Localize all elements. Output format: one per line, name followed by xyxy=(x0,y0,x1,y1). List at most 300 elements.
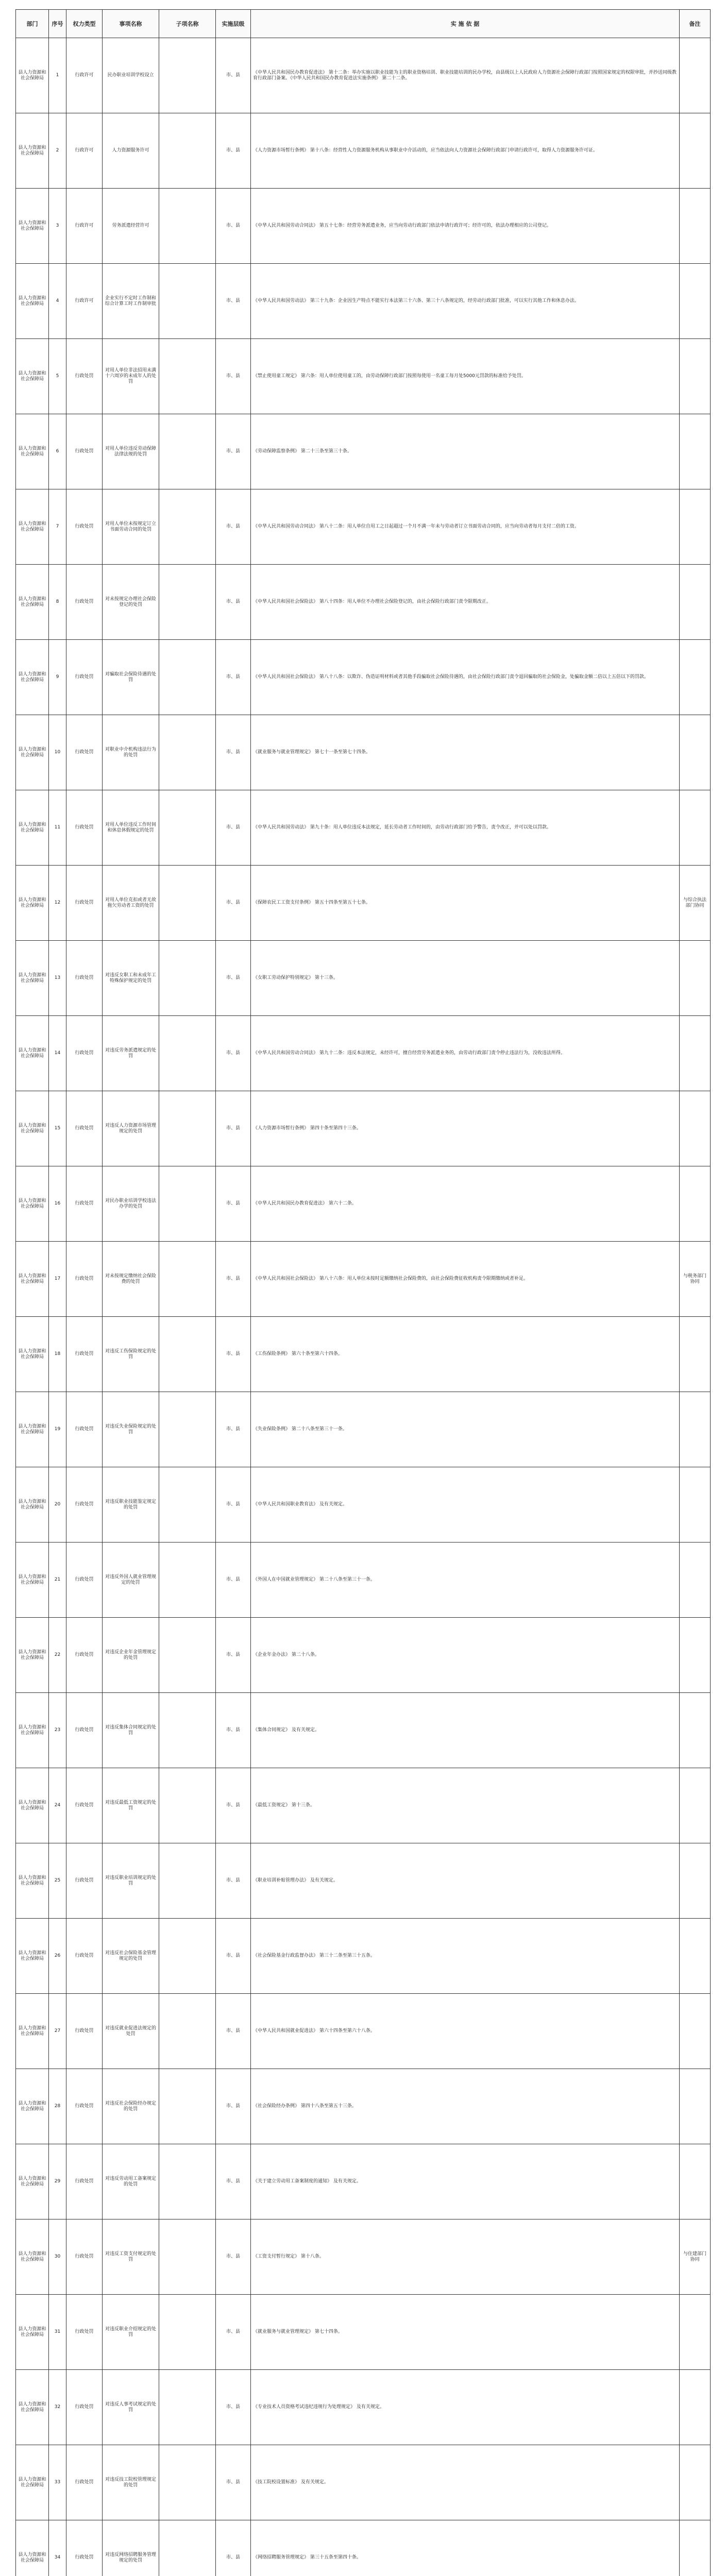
cell-seq: 18 xyxy=(49,1317,66,1392)
cell-remark xyxy=(680,1467,711,1543)
cell-seq: 22 xyxy=(49,1618,66,1693)
cell-type: 行政处罚 xyxy=(66,2520,103,2576)
table-row xyxy=(16,1768,711,1843)
cell-type: 行政处罚 xyxy=(66,1618,103,1693)
cell-subitem xyxy=(159,1166,216,1242)
cell-subitem xyxy=(159,264,216,339)
cell-subitem xyxy=(159,1242,216,1317)
cell-level: 市、县 xyxy=(216,489,251,565)
cell-seq: 15 xyxy=(49,1091,66,1166)
cell-name: 对违反人事考试规定的处罚 xyxy=(103,2370,159,2445)
cell-remark xyxy=(680,264,711,339)
cell-seq: 20 xyxy=(49,1467,66,1543)
cell-name: 对违反集体合同规定的处罚 xyxy=(103,1693,159,1768)
cell-subitem xyxy=(159,1843,216,1919)
cell-level: 市、县 xyxy=(216,1618,251,1693)
cell-type: 行政处罚 xyxy=(66,1392,103,1467)
cell-subitem xyxy=(159,1994,216,2069)
cell-remark xyxy=(680,38,711,113)
cell-seq: 23 xyxy=(49,1693,66,1768)
cell-remark xyxy=(680,1994,711,2069)
cell-dept: 县人力资源和社会保障局 xyxy=(16,640,49,715)
cell-level: 市、县 xyxy=(216,2144,251,2219)
cell-subitem xyxy=(159,1618,216,1693)
cell-level: 市、县 xyxy=(216,1768,251,1843)
cell-remark xyxy=(680,790,711,866)
cell-type: 行政处罚 xyxy=(66,1768,103,1843)
cell-dept: 县人力资源和社会保障局 xyxy=(16,2445,49,2520)
table-row xyxy=(16,2295,711,2370)
cell-type: 行政处罚 xyxy=(66,1317,103,1392)
cell-type: 行政处罚 xyxy=(66,1091,103,1166)
cell-basis: 《工伤保险条例》 第六十条至第六十四条。 xyxy=(251,1317,680,1392)
cell-basis: 《中华人民共和国社会保险法》 第八十八条：以欺诈、伪造证明材料或者其他手段骗取社会保险待遇的，由社会保险行政部门责令退回骗取的社会保险金，处骗取金额二倍以上五倍以下的罚款。 xyxy=(251,640,680,715)
cell-seq: 27 xyxy=(49,1994,66,2069)
cell-remark xyxy=(680,1392,711,1467)
cell-subitem xyxy=(159,113,216,189)
cell-seq: 9 xyxy=(49,640,66,715)
table-row xyxy=(16,113,711,189)
cell-seq: 16 xyxy=(49,1166,66,1242)
cell-seq: 4 xyxy=(49,264,66,339)
cell-dept: 县人力资源和社会保障局 xyxy=(16,2219,49,2295)
table-body xyxy=(16,38,711,2576)
cell-dept: 县人力资源和社会保障局 xyxy=(16,414,49,489)
table-row xyxy=(16,1317,711,1392)
cell-seq: 14 xyxy=(49,1016,66,1091)
cell-basis: 《中华人民共和国民办教育促进法》 第十二条：举办实施以职业技能为主的职业资格培训、职业技能培训的民办学校，由县级以上人民政府人力资源社会保障行政部门按照国家规定的权限审批，并抄送同级教育行政部门备案。《中华人民共和国民办教育促进法实施条例》 第二十二条。 xyxy=(251,38,680,113)
cell-level: 市、县 xyxy=(216,790,251,866)
cell-subitem xyxy=(159,1392,216,1467)
cell-remark xyxy=(680,2069,711,2144)
cell-seq: 13 xyxy=(49,941,66,1016)
cell-dept: 县人力资源和社会保障局 xyxy=(16,1768,49,1843)
cell-name: 对违反工伤保险规定的处罚 xyxy=(103,1317,159,1392)
cell-type: 行政许可 xyxy=(66,113,103,189)
cell-basis: 《中华人民共和国劳动合同法》 第八十二条：用人单位自用工之日起超过一个月不满一年未与劳动者订立书面劳动合同的，应当向劳动者每月支付二倍的工资。 xyxy=(251,489,680,565)
cell-dept: 县人力资源和社会保障局 xyxy=(16,339,49,414)
cell-remark xyxy=(680,1317,711,1392)
cell-type: 行政处罚 xyxy=(66,2219,103,2295)
cell-dept: 县人力资源和社会保障局 xyxy=(16,2370,49,2445)
cell-seq: 3 xyxy=(49,189,66,264)
cell-seq: 11 xyxy=(49,790,66,866)
cell-subitem xyxy=(159,1768,216,1843)
cell-seq: 8 xyxy=(49,565,66,640)
cell-subitem xyxy=(159,2295,216,2370)
cell-subitem xyxy=(159,339,216,414)
cell-remark xyxy=(680,1166,711,1242)
cell-basis: 《保障农民工工资支付条例》 第五十四条至第五十七条。 xyxy=(251,866,680,941)
cell-seq: 25 xyxy=(49,1843,66,1919)
cell-basis: 《中华人民共和国社会保险法》 第八十四条：用人单位不办理社会保险登记的，由社会保险行政部门责令限期改正。 xyxy=(251,565,680,640)
cell-type: 行政处罚 xyxy=(66,1994,103,2069)
cell-dept: 县人力资源和社会保障局 xyxy=(16,2295,49,2370)
cell-basis: 《外国人在中国就业管理规定》 第二十八条至第三十一条。 xyxy=(251,1543,680,1618)
table-row xyxy=(16,2445,711,2520)
cell-remark xyxy=(680,941,711,1016)
table-header-row xyxy=(16,10,711,38)
cell-dept: 县人力资源和社会保障局 xyxy=(16,565,49,640)
cell-basis: 《禁止使用童工规定》 第六条：用人单位使用童工的，由劳动保障行政部门按照每使用一名童工每月处5000元罚款的标准给予处罚。 xyxy=(251,339,680,414)
cell-level: 市、县 xyxy=(216,1994,251,2069)
cell-subitem xyxy=(159,1693,216,1768)
cell-dept: 县人力资源和社会保障局 xyxy=(16,2144,49,2219)
header-basis: 实 施 依 据 xyxy=(251,10,680,38)
cell-type: 行政处罚 xyxy=(66,1693,103,1768)
cell-subitem xyxy=(159,1016,216,1091)
cell-level: 市、县 xyxy=(216,414,251,489)
table-row xyxy=(16,1392,711,1467)
cell-name: 对违反职业介绍规定的处罚 xyxy=(103,2295,159,2370)
cell-remark xyxy=(680,640,711,715)
cell-level: 市、县 xyxy=(216,113,251,189)
cell-seq: 6 xyxy=(49,414,66,489)
cell-remark xyxy=(680,715,711,790)
table-row xyxy=(16,38,711,113)
cell-dept: 县人力资源和社会保障局 xyxy=(16,941,49,1016)
cell-basis: 《人力资源市场暂行条例》 第四十条至第四十三条。 xyxy=(251,1091,680,1166)
cell-name: 对民办职业培训学校违法办学的处罚 xyxy=(103,1166,159,1242)
cell-dept: 县人力资源和社会保障局 xyxy=(16,264,49,339)
cell-seq: 5 xyxy=(49,339,66,414)
cell-type: 行政处罚 xyxy=(66,565,103,640)
cell-level: 市、县 xyxy=(216,640,251,715)
cell-basis: 《女职工劳动保护特别规定》 第十三条。 xyxy=(251,941,680,1016)
table-row xyxy=(16,1242,711,1317)
table-row xyxy=(16,2144,711,2219)
table-row xyxy=(16,1091,711,1166)
cell-name: 企业实行不定时工作制和综合计算工时工作制审批 xyxy=(103,264,159,339)
cell-remark xyxy=(680,1543,711,1618)
cell-seq: 30 xyxy=(49,2219,66,2295)
cell-level: 市、县 xyxy=(216,715,251,790)
cell-name: 劳务派遣经营许可 xyxy=(103,189,159,264)
cell-subitem xyxy=(159,640,216,715)
cell-level: 市、县 xyxy=(216,264,251,339)
cell-seq: 1 xyxy=(49,38,66,113)
cell-dept: 县人力资源和社会保障局 xyxy=(16,1693,49,1768)
cell-subitem xyxy=(159,1091,216,1166)
cell-name: 对违反女职工和未成年工特殊保护规定的处罚 xyxy=(103,941,159,1016)
cell-remark xyxy=(680,1919,711,1994)
table-row xyxy=(16,189,711,264)
cell-name: 对违反就业促进法规定的处罚 xyxy=(103,1994,159,2069)
cell-basis: 《集体合同规定》 及有关规定。 xyxy=(251,1693,680,1768)
table-row xyxy=(16,2219,711,2295)
cell-basis: 《失业保险条例》 第二十八条至第三十一条。 xyxy=(251,1392,680,1467)
cell-level: 市、县 xyxy=(216,1392,251,1467)
cell-remark xyxy=(680,1618,711,1693)
cell-type: 行政许可 xyxy=(66,189,103,264)
table-row xyxy=(16,1016,711,1091)
cell-type: 行政许可 xyxy=(66,264,103,339)
cell-seq: 2 xyxy=(49,113,66,189)
cell-remark xyxy=(680,2295,711,2370)
cell-remark xyxy=(680,1768,711,1843)
cell-level: 市、县 xyxy=(216,2370,251,2445)
cell-basis: 《关于建立劳动用工备案制度的通知》 及有关规定。 xyxy=(251,2144,680,2219)
cell-type: 行政处罚 xyxy=(66,1543,103,1618)
cell-remark: 与住建部门协同 xyxy=(680,2219,711,2295)
cell-level: 市、县 xyxy=(216,1166,251,1242)
cell-remark xyxy=(680,2520,711,2576)
cell-remark xyxy=(680,1843,711,1919)
cell-remark xyxy=(680,1693,711,1768)
cell-seq: 10 xyxy=(49,715,66,790)
table-row xyxy=(16,866,711,941)
cell-level: 市、县 xyxy=(216,1843,251,1919)
cell-name: 对用人单位违反工作时间和休息休假规定的处罚 xyxy=(103,790,159,866)
cell-level: 市、县 xyxy=(216,1091,251,1166)
cell-dept: 县人力资源和社会保障局 xyxy=(16,1618,49,1693)
cell-name: 对违反失业保险规定的处罚 xyxy=(103,1392,159,1467)
table-row xyxy=(16,1166,711,1242)
cell-subitem xyxy=(159,715,216,790)
cell-dept: 县人力资源和社会保障局 xyxy=(16,113,49,189)
cell-type: 行政处罚 xyxy=(66,1016,103,1091)
cell-level: 市、县 xyxy=(216,866,251,941)
cell-subitem xyxy=(159,2445,216,2520)
table-row xyxy=(16,2370,711,2445)
cell-seq: 7 xyxy=(49,489,66,565)
cell-basis: 《社会保险经办条例》 第四十八条至第五十三条。 xyxy=(251,2069,680,2144)
cell-type: 行政处罚 xyxy=(66,715,103,790)
cell-name: 对违反最低工资规定的处罚 xyxy=(103,1768,159,1843)
cell-basis: 《技工院校设置标准》 及有关规定。 xyxy=(251,2445,680,2520)
cell-remark xyxy=(680,1016,711,1091)
cell-remark: 与综合执法部门协同 xyxy=(680,866,711,941)
cell-seq: 33 xyxy=(49,2445,66,2520)
cell-subitem xyxy=(159,1317,216,1392)
cell-seq: 26 xyxy=(49,1919,66,1994)
cell-level: 市、县 xyxy=(216,1317,251,1392)
cell-dept: 县人力资源和社会保障局 xyxy=(16,1317,49,1392)
table-row xyxy=(16,1618,711,1693)
cell-name: 对骗取社会保险待遇的处罚 xyxy=(103,640,159,715)
cell-basis: 《中华人民共和国劳动合同法》 第九十二条：违反本法规定，未经许可，擅自经营劳务派遣业务的，由劳动行政部门责令停止违法行为，没收违法所得。 xyxy=(251,1016,680,1091)
table-row xyxy=(16,1467,711,1543)
cell-level: 市、县 xyxy=(216,38,251,113)
cell-basis: 《中华人民共和国民办教育促进法》 第六十二条。 xyxy=(251,1166,680,1242)
header-seq: 序号 xyxy=(49,10,66,38)
cell-level: 市、县 xyxy=(216,189,251,264)
cell-seq: 17 xyxy=(49,1242,66,1317)
cell-dept: 县人力资源和社会保障局 xyxy=(16,790,49,866)
header-dept: 部门 xyxy=(16,10,49,38)
cell-type: 行政处罚 xyxy=(66,640,103,715)
cell-name: 对用人单位克扣或者无故拖欠劳动者工资的处罚 xyxy=(103,866,159,941)
header-type: 权力类型 xyxy=(66,10,103,38)
cell-basis: 《社会保险基金行政监督办法》 第三十二条至第三十五条。 xyxy=(251,1919,680,1994)
cell-seq: 28 xyxy=(49,2069,66,2144)
cell-level: 市、县 xyxy=(216,1543,251,1618)
table-row xyxy=(16,2069,711,2144)
cell-dept: 县人力资源和社会保障局 xyxy=(16,1166,49,1242)
cell-subitem xyxy=(159,1467,216,1543)
cell-remark xyxy=(680,2370,711,2445)
cell-basis: 《人力资源市场暂行条例》 第十八条：经营性人力资源服务机构从事职业中介活动的，应当依法向人力资源社会保障行政部门申请行政许可，取得人力资源服务许可证。 xyxy=(251,113,680,189)
cell-name: 对违反技工院校管理规定的处罚 xyxy=(103,2445,159,2520)
cell-dept: 县人力资源和社会保障局 xyxy=(16,866,49,941)
cell-name: 对违反劳动用工备案规定的处罚 xyxy=(103,2144,159,2219)
cell-level: 市、县 xyxy=(216,565,251,640)
cell-type: 行政处罚 xyxy=(66,941,103,1016)
cell-name: 对违反外国人就业管理规定的处罚 xyxy=(103,1543,159,1618)
cell-name: 对未按规定缴纳社会保险费的处罚 xyxy=(103,1242,159,1317)
cell-type: 行政处罚 xyxy=(66,1843,103,1919)
cell-level: 市、县 xyxy=(216,1919,251,1994)
table-row xyxy=(16,2520,711,2576)
cell-name: 民办职业培训学校设立 xyxy=(103,38,159,113)
cell-dept: 县人力资源和社会保障局 xyxy=(16,1091,49,1166)
cell-level: 市、县 xyxy=(216,2445,251,2520)
cell-seq: 31 xyxy=(49,2295,66,2370)
cell-type: 行政处罚 xyxy=(66,489,103,565)
cell-remark xyxy=(680,489,711,565)
cell-basis: 《中华人民共和国劳动法》 第九十条：用人单位违反本法规定，延长劳动者工作时间的，由劳动行政部门给予警告，责令改正，并可以处以罚款。 xyxy=(251,790,680,866)
table-row xyxy=(16,1543,711,1618)
cell-subitem xyxy=(159,565,216,640)
cell-seq: 21 xyxy=(49,1543,66,1618)
cell-seq: 12 xyxy=(49,866,66,941)
table-row xyxy=(16,339,711,414)
cell-name: 对违反企业年金管理规定的处罚 xyxy=(103,1618,159,1693)
cell-type: 行政处罚 xyxy=(66,1467,103,1543)
header-remark: 备注 xyxy=(680,10,711,38)
cell-remark xyxy=(680,113,711,189)
cell-subitem xyxy=(159,2370,216,2445)
cell-basis: 《专业技术人员资格考试违纪违规行为处理规定》 及有关规定。 xyxy=(251,2370,680,2445)
cell-subitem xyxy=(159,941,216,1016)
cell-name: 人力资源服务许可 xyxy=(103,113,159,189)
cell-subitem xyxy=(159,790,216,866)
cell-basis: 《中华人民共和国就业促进法》 第六十四条至第六十八条。 xyxy=(251,1994,680,2069)
table-row xyxy=(16,565,711,640)
cell-remark xyxy=(680,339,711,414)
cell-type: 行政处罚 xyxy=(66,1919,103,1994)
cell-dept: 县人力资源和社会保障局 xyxy=(16,1467,49,1543)
cell-seq: 34 xyxy=(49,2520,66,2576)
cell-name: 对违反网络招聘服务管理规定的处罚 xyxy=(103,2520,159,2576)
cell-remark xyxy=(680,2445,711,2520)
cell-level: 市、县 xyxy=(216,2520,251,2576)
cell-basis: 《职业培训补贴管理办法》 及有关规定。 xyxy=(251,1843,680,1919)
cell-dept: 县人力资源和社会保障局 xyxy=(16,1919,49,1994)
cell-name: 对违反社会保险经办规定的处罚 xyxy=(103,2069,159,2144)
cell-seq: 24 xyxy=(49,1768,66,1843)
table-row xyxy=(16,790,711,866)
cell-level: 市、县 xyxy=(216,2219,251,2295)
cell-dept: 县人力资源和社会保障局 xyxy=(16,1994,49,2069)
cell-level: 市、县 xyxy=(216,339,251,414)
cell-basis: 《工资支付暂行规定》 第十八条。 xyxy=(251,2219,680,2295)
cell-dept: 县人力资源和社会保障局 xyxy=(16,715,49,790)
cell-dept: 县人力资源和社会保障局 xyxy=(16,38,49,113)
table-row xyxy=(16,715,711,790)
cell-name: 对违反工资支付规定的处罚 xyxy=(103,2219,159,2295)
header-subitem: 子项名称 xyxy=(159,10,216,38)
power-list-table xyxy=(15,9,711,2576)
cell-subitem xyxy=(159,414,216,489)
table-row xyxy=(16,640,711,715)
cell-type: 行政处罚 xyxy=(66,414,103,489)
cell-remark: 与税务部门协同 xyxy=(680,1242,711,1317)
cell-basis: 《网络招聘服务管理规定》 第三十五条至第四十条。 xyxy=(251,2520,680,2576)
cell-level: 市、县 xyxy=(216,1467,251,1543)
cell-dept: 县人力资源和社会保障局 xyxy=(16,1543,49,1618)
cell-name: 对用人单位未按规定订立书面劳动合同的处罚 xyxy=(103,489,159,565)
cell-remark xyxy=(680,189,711,264)
cell-name: 对违反职业技能鉴定规定的处罚 xyxy=(103,1467,159,1543)
cell-level: 市、县 xyxy=(216,941,251,1016)
cell-dept: 县人力资源和社会保障局 xyxy=(16,1392,49,1467)
cell-dept: 县人力资源和社会保障局 xyxy=(16,1843,49,1919)
cell-basis: 《中华人民共和国劳动法》 第三十九条：企业因生产特点不能实行本法第三十六条、第三十八条规定的，经劳动行政部门批准，可以实行其他工作和休息办法。 xyxy=(251,264,680,339)
cell-seq: 32 xyxy=(49,2370,66,2445)
table-row xyxy=(16,1843,711,1919)
header-level: 实施层级 xyxy=(216,10,251,38)
cell-name: 对违反职业培训规定的处罚 xyxy=(103,1843,159,1919)
cell-name: 对违反社会保险基金管理规定的处罚 xyxy=(103,1919,159,1994)
cell-basis: 《中华人民共和国职业教育法》 及有关规定。 xyxy=(251,1467,680,1543)
cell-name: 对职业中介机构违法行为的处罚 xyxy=(103,715,159,790)
table-row xyxy=(16,1693,711,1768)
cell-subitem xyxy=(159,866,216,941)
cell-level: 市、县 xyxy=(216,1693,251,1768)
table-row xyxy=(16,1994,711,2069)
cell-dept: 县人力资源和社会保障局 xyxy=(16,489,49,565)
cell-seq: 29 xyxy=(49,2144,66,2219)
cell-name: 对未按规定办理社会保险登记的处罚 xyxy=(103,565,159,640)
table-row xyxy=(16,941,711,1016)
cell-dept: 县人力资源和社会保障局 xyxy=(16,2520,49,2576)
cell-type: 行政处罚 xyxy=(66,866,103,941)
cell-type: 行政处罚 xyxy=(66,2445,103,2520)
cell-remark xyxy=(680,414,711,489)
cell-remark xyxy=(680,565,711,640)
cell-subitem xyxy=(159,38,216,113)
cell-type: 行政处罚 xyxy=(66,1242,103,1317)
cell-seq: 19 xyxy=(49,1392,66,1467)
cell-remark xyxy=(680,1091,711,1166)
cell-basis: 《就业服务与就业管理规定》 第七十一条至第七十四条。 xyxy=(251,715,680,790)
cell-basis: 《劳动保障监察条例》 第二十三条至第三十条。 xyxy=(251,414,680,489)
cell-subitem xyxy=(159,1919,216,1994)
table-row xyxy=(16,1919,711,1994)
cell-name: 对用人单位违反劳动保障法律法规的处罚 xyxy=(103,414,159,489)
cell-basis: 《中华人民共和国劳动合同法》 第五十七条：经营劳务派遣业务，应当向劳动行政部门依法申请行政许可；经许可的，依法办理相应的公司登记。 xyxy=(251,189,680,264)
cell-subitem xyxy=(159,1543,216,1618)
cell-type: 行政处罚 xyxy=(66,790,103,866)
cell-type: 行政处罚 xyxy=(66,2144,103,2219)
cell-basis: 《最低工资规定》 第十三条。 xyxy=(251,1768,680,1843)
cell-type: 行政处罚 xyxy=(66,339,103,414)
cell-basis: 《企业年金办法》 第二十八条。 xyxy=(251,1618,680,1693)
cell-type: 行政处罚 xyxy=(66,2069,103,2144)
table-row xyxy=(16,264,711,339)
cell-basis: 《就业服务与就业管理规定》 第七十四条。 xyxy=(251,2295,680,2370)
cell-level: 市、县 xyxy=(216,2069,251,2144)
cell-basis: 《中华人民共和国社会保险法》 第八十六条：用人单位未按时足额缴纳社会保险费的，由社会保险费征收机构责令限期缴纳或者补足。 xyxy=(251,1242,680,1317)
cell-subitem xyxy=(159,189,216,264)
cell-subitem xyxy=(159,2144,216,2219)
cell-level: 市、县 xyxy=(216,2295,251,2370)
cell-subitem xyxy=(159,2069,216,2144)
cell-dept: 县人力资源和社会保障局 xyxy=(16,189,49,264)
cell-subitem xyxy=(159,2520,216,2576)
header-name: 事项名称 xyxy=(103,10,159,38)
